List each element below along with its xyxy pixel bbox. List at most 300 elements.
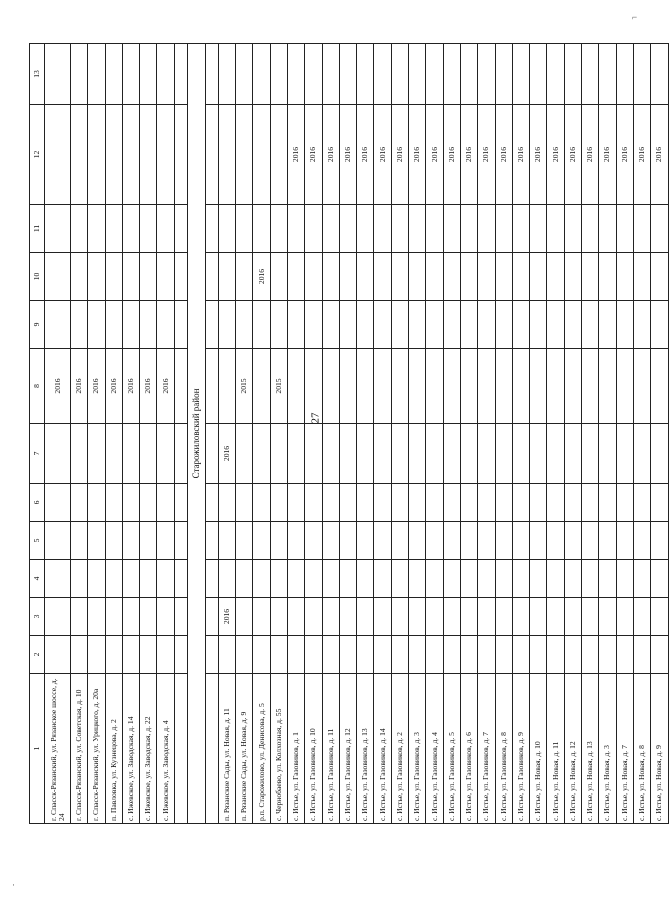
year-cell-col-10	[374, 253, 391, 301]
year-cell-col-5	[45, 522, 71, 560]
year-cell-col-8	[495, 349, 512, 424]
year-cell-col-7	[582, 424, 599, 484]
year-cell-col-11	[616, 205, 633, 253]
year-cell-col-2	[651, 636, 668, 674]
year-cell-col-6	[140, 484, 157, 522]
year-cell-col-11	[547, 205, 564, 253]
year-cell-col-8	[547, 349, 564, 424]
year-cell-col-4	[599, 560, 616, 598]
rotated-table-container	[29, 44, 664, 824]
year-cell-col-9	[305, 301, 322, 349]
year-cell-col-12: 2016	[460, 105, 477, 205]
table-row	[530, 44, 547, 824]
year-cell-col-12: 2016	[443, 105, 460, 205]
section-row	[187, 44, 205, 824]
year-cell-col-4	[633, 560, 650, 598]
year-cell-col-2	[71, 636, 88, 674]
year-cell-col-11	[88, 205, 105, 253]
year-cell-col-6	[478, 484, 495, 522]
year-cell-col-9	[253, 301, 270, 349]
year-cell-col-13	[236, 44, 253, 105]
year-cell-col-2	[460, 636, 477, 674]
column-number-11: 11	[30, 205, 45, 253]
year-cell-col-11	[443, 205, 460, 253]
year-cell-col-13	[287, 44, 304, 105]
column-number-2: 2	[30, 636, 45, 674]
year-cell-col-12	[105, 105, 122, 205]
year-cell-col-8: 2016	[140, 349, 157, 424]
year-cell-col-5	[322, 522, 339, 560]
year-cell-col-4	[287, 560, 304, 598]
year-cell-col-10	[633, 253, 650, 301]
year-cell-col-13	[157, 44, 174, 105]
year-cell-col-13	[409, 44, 426, 105]
year-cell-col-7	[105, 424, 122, 484]
year-cell-col-12: 2016	[512, 105, 529, 205]
year-cell-col-8	[374, 349, 391, 424]
year-cell-col-4	[495, 560, 512, 598]
year-cell-col-9	[564, 301, 581, 349]
year-cell-col-13	[270, 44, 287, 105]
year-cell-col-12: 2016	[322, 105, 339, 205]
empty-cell	[205, 44, 218, 105]
year-cell-col-5	[270, 522, 287, 560]
column-number-12: 12	[30, 105, 45, 205]
year-cell-col-11	[512, 205, 529, 253]
year-cell-col-2	[599, 636, 616, 674]
table-row	[322, 44, 339, 824]
year-cell-col-9	[391, 301, 408, 349]
year-cell-col-7	[599, 424, 616, 484]
year-cell-col-8	[616, 349, 633, 424]
year-cell-col-12: 2016	[287, 105, 304, 205]
year-cell-col-6	[633, 484, 650, 522]
year-cell-col-3	[122, 598, 139, 636]
address-cell: с. Истье, ул. Новая, д. 3	[599, 674, 616, 824]
year-cell-col-5	[218, 522, 235, 560]
year-cell-col-12: 2016	[582, 105, 599, 205]
year-cell-col-3	[157, 598, 174, 636]
year-cell-col-4	[426, 560, 443, 598]
year-cell-col-13	[122, 44, 139, 105]
year-cell-col-6	[218, 484, 235, 522]
year-cell-col-9	[339, 301, 356, 349]
year-cell-col-10: 2016	[253, 253, 270, 301]
year-cell-col-5	[357, 522, 374, 560]
address-cell: с. Чернобаево, ул. Колхозная, д. 55	[270, 674, 287, 824]
year-cell-col-4	[339, 560, 356, 598]
year-cell-col-2	[530, 636, 547, 674]
year-cell-col-2	[616, 636, 633, 674]
year-cell-col-2	[495, 636, 512, 674]
year-cell-col-5	[426, 522, 443, 560]
address-cell: п. Рязанские Сады, ул. Новая, д. 11	[218, 674, 235, 824]
year-cell-col-3	[616, 598, 633, 636]
year-cell-col-2	[122, 636, 139, 674]
year-cell-col-8: 2016	[88, 349, 105, 424]
year-cell-col-8	[287, 349, 304, 424]
year-cell-col-2	[45, 636, 71, 674]
year-cell-col-7	[443, 424, 460, 484]
address-cell: п. Павловка, ул. Кузнецова, д. 2	[105, 674, 122, 824]
empty-cell	[205, 301, 218, 349]
year-cell-col-4	[105, 560, 122, 598]
year-cell-col-13	[140, 44, 157, 105]
year-cell-col-9	[495, 301, 512, 349]
table-row	[512, 44, 529, 824]
year-cell-col-2	[443, 636, 460, 674]
section-title: Старожиловский район	[187, 44, 205, 824]
year-cell-col-13	[305, 44, 322, 105]
empty-cell	[174, 44, 187, 105]
year-cell-col-5	[409, 522, 426, 560]
year-cell-col-6	[599, 484, 616, 522]
year-cell-col-5	[530, 522, 547, 560]
year-cell-col-4	[478, 560, 495, 598]
empty-cell	[205, 560, 218, 598]
year-cell-col-6	[564, 484, 581, 522]
year-cell-col-10	[45, 253, 71, 301]
year-cell-col-8: 2016	[105, 349, 122, 424]
year-cell-col-3	[530, 598, 547, 636]
table-row	[616, 44, 633, 824]
spacer-row	[174, 44, 187, 824]
address-cell: с. Истье, ул. Новая, д. 8	[633, 674, 650, 824]
year-cell-col-5	[599, 522, 616, 560]
table-row	[88, 44, 105, 824]
year-cell-col-3	[105, 598, 122, 636]
year-cell-col-5	[443, 522, 460, 560]
year-cell-col-8	[582, 349, 599, 424]
year-cell-col-12: 2016	[547, 105, 564, 205]
year-cell-col-4	[374, 560, 391, 598]
year-cell-col-2	[478, 636, 495, 674]
year-cell-col-7	[305, 424, 322, 484]
year-cell-col-2	[391, 636, 408, 674]
year-cell-col-2	[633, 636, 650, 674]
year-cell-col-11	[426, 205, 443, 253]
year-cell-col-12	[122, 105, 139, 205]
year-cell-col-13	[339, 44, 356, 105]
empty-cell	[205, 205, 218, 253]
year-cell-col-4	[460, 560, 477, 598]
scan-mark: ·	[12, 880, 15, 890]
year-cell-col-3	[270, 598, 287, 636]
table-row	[270, 44, 287, 824]
year-cell-col-13	[322, 44, 339, 105]
table-row	[253, 44, 270, 824]
address-cell: с. Истье, ул. Газовиков, д. 2	[391, 674, 408, 824]
year-cell-col-10	[357, 253, 374, 301]
year-cell-col-6	[88, 484, 105, 522]
year-cell-col-13	[218, 44, 235, 105]
year-cell-col-10	[218, 253, 235, 301]
table-row	[478, 44, 495, 824]
year-cell-col-5	[105, 522, 122, 560]
year-cell-col-2	[426, 636, 443, 674]
year-cell-col-4	[512, 560, 529, 598]
year-cell-col-11	[45, 205, 71, 253]
column-number-4: 4	[30, 560, 45, 598]
empty-cell	[205, 424, 218, 484]
year-cell-col-10	[236, 253, 253, 301]
year-cell-col-6	[651, 484, 668, 522]
year-cell-col-12: 2016	[357, 105, 374, 205]
year-cell-col-10	[322, 253, 339, 301]
year-cell-col-8: 2016	[122, 349, 139, 424]
year-cell-col-4	[564, 560, 581, 598]
year-cell-col-5	[651, 522, 668, 560]
column-number-6: 6	[30, 484, 45, 522]
year-cell-col-7	[460, 424, 477, 484]
year-cell-col-9	[651, 301, 668, 349]
year-cell-col-7	[374, 424, 391, 484]
table-row	[426, 44, 443, 824]
year-cell-col-11	[339, 205, 356, 253]
year-cell-col-4	[236, 560, 253, 598]
year-cell-col-8: 2016	[71, 349, 88, 424]
table-row	[339, 44, 356, 824]
address-cell: с. Истье, ул. Новая, д. 13	[582, 674, 599, 824]
year-cell-col-9	[443, 301, 460, 349]
year-cell-col-11	[582, 205, 599, 253]
year-cell-col-11	[105, 205, 122, 253]
year-cell-col-7	[495, 424, 512, 484]
year-cell-col-4	[157, 560, 174, 598]
year-cell-col-3	[651, 598, 668, 636]
year-cell-col-11	[305, 205, 322, 253]
year-cell-col-6	[305, 484, 322, 522]
year-cell-col-12: 2016	[391, 105, 408, 205]
address-cell: с. Ижевское, ул. Заводская, д. 14	[122, 674, 139, 824]
address-cell: с. Ижевское, ул. Заводская, д. 4	[157, 674, 174, 824]
year-cell-col-2	[305, 636, 322, 674]
table-row	[633, 44, 650, 824]
address-cell: с. Истье, ул. Газовиков, д. 14	[374, 674, 391, 824]
year-cell-col-9	[45, 301, 71, 349]
table-row	[495, 44, 512, 824]
year-cell-col-7	[270, 424, 287, 484]
year-cell-col-6	[443, 484, 460, 522]
year-cell-col-3	[460, 598, 477, 636]
empty-cell	[174, 484, 187, 522]
year-cell-col-3	[443, 598, 460, 636]
year-cell-col-3	[599, 598, 616, 636]
year-cell-col-12	[270, 105, 287, 205]
year-cell-col-4	[443, 560, 460, 598]
year-cell-col-4	[547, 560, 564, 598]
year-cell-col-7	[236, 424, 253, 484]
year-cell-col-12: 2016	[616, 105, 633, 205]
year-cell-col-8: 2015	[270, 349, 287, 424]
year-cell-col-7	[45, 424, 71, 484]
year-cell-col-4	[88, 560, 105, 598]
year-cell-col-7	[88, 424, 105, 484]
year-cell-col-10	[564, 253, 581, 301]
table-row	[443, 44, 460, 824]
year-cell-col-9	[322, 301, 339, 349]
year-cell-col-10	[478, 253, 495, 301]
year-cell-col-12: 2016	[651, 105, 668, 205]
year-cell-col-13	[460, 44, 477, 105]
year-cell-col-2	[564, 636, 581, 674]
table-row	[287, 44, 304, 824]
year-cell-col-3: 2016	[218, 598, 235, 636]
empty-cell	[174, 205, 187, 253]
year-cell-col-13	[374, 44, 391, 105]
year-cell-col-11	[270, 205, 287, 253]
address-cell: с. Истье, ул. Газовиков, д. 10	[305, 674, 322, 824]
empty-cell	[174, 636, 187, 674]
year-cell-col-2	[409, 636, 426, 674]
empty-cell	[174, 105, 187, 205]
year-cell-col-5	[391, 522, 408, 560]
year-cell-col-9	[218, 301, 235, 349]
year-cell-col-9	[270, 301, 287, 349]
year-cell-col-13	[478, 44, 495, 105]
year-cell-col-2	[140, 636, 157, 674]
year-cell-col-4	[270, 560, 287, 598]
year-cell-col-10	[530, 253, 547, 301]
year-cell-col-9	[122, 301, 139, 349]
year-cell-col-8: 2016	[45, 349, 71, 424]
empty-cell	[205, 253, 218, 301]
year-cell-col-10	[71, 253, 88, 301]
year-cell-col-12	[140, 105, 157, 205]
year-cell-col-9	[478, 301, 495, 349]
year-cell-col-12: 2016	[305, 105, 322, 205]
year-cell-col-13	[71, 44, 88, 105]
year-cell-col-3	[287, 598, 304, 636]
year-cell-col-9	[633, 301, 650, 349]
address-cell: с. Истье, ул. Новая, д. 10	[530, 674, 547, 824]
year-cell-col-13	[357, 44, 374, 105]
year-cell-col-12: 2016	[374, 105, 391, 205]
table-row	[140, 44, 157, 824]
year-cell-col-9	[374, 301, 391, 349]
address-cell: г. Спасск-Рязанский, ул. Урицкого, д. 20а	[88, 674, 105, 824]
year-cell-col-10	[460, 253, 477, 301]
year-cell-col-4	[218, 560, 235, 598]
year-cell-col-13	[512, 44, 529, 105]
year-cell-col-10	[547, 253, 564, 301]
empty-cell	[174, 674, 187, 824]
year-cell-col-6	[71, 484, 88, 522]
year-cell-col-3	[357, 598, 374, 636]
year-cell-col-8	[512, 349, 529, 424]
year-cell-col-8	[253, 349, 270, 424]
year-cell-col-10	[105, 253, 122, 301]
year-cell-col-9	[71, 301, 88, 349]
year-cell-col-8	[478, 349, 495, 424]
year-cell-col-3	[140, 598, 157, 636]
year-cell-col-7	[253, 424, 270, 484]
address-cell: г. Спасск-Рязанский, ул. Рязанское шоссе, д. 24	[45, 674, 71, 824]
table-row	[564, 44, 581, 824]
year-cell-col-2	[157, 636, 174, 674]
year-cell-col-11	[460, 205, 477, 253]
year-cell-col-3	[495, 598, 512, 636]
year-cell-col-7	[616, 424, 633, 484]
year-cell-col-2	[253, 636, 270, 674]
year-cell-col-5	[339, 522, 356, 560]
year-cell-col-12	[45, 105, 71, 205]
year-cell-col-2	[339, 636, 356, 674]
year-cell-col-6	[460, 484, 477, 522]
year-cell-col-3	[374, 598, 391, 636]
year-cell-col-8	[564, 349, 581, 424]
year-cell-col-11	[564, 205, 581, 253]
year-cell-col-13	[105, 44, 122, 105]
address-cell: с. Истье, ул. Газовиков, д. 8	[495, 674, 512, 824]
year-cell-col-3	[512, 598, 529, 636]
table-row	[357, 44, 374, 824]
year-cell-col-7	[651, 424, 668, 484]
year-cell-col-13	[495, 44, 512, 105]
year-cell-col-3	[236, 598, 253, 636]
year-cell-col-4	[305, 560, 322, 598]
address-cell: с. Истье, ул. Газовиков, д. 3	[409, 674, 426, 824]
year-cell-col-3	[253, 598, 270, 636]
year-cell-col-3	[339, 598, 356, 636]
year-cell-col-12: 2016	[495, 105, 512, 205]
year-cell-col-3	[564, 598, 581, 636]
year-cell-col-3	[71, 598, 88, 636]
year-cell-col-3	[426, 598, 443, 636]
year-cell-col-5	[547, 522, 564, 560]
year-cell-col-12: 2016	[339, 105, 356, 205]
year-cell-col-3	[633, 598, 650, 636]
empty-cell	[205, 598, 218, 636]
year-cell-col-2	[88, 636, 105, 674]
year-cell-col-10	[157, 253, 174, 301]
year-cell-col-6	[512, 484, 529, 522]
year-cell-col-8	[460, 349, 477, 424]
year-cell-col-2	[218, 636, 235, 674]
year-cell-col-7	[357, 424, 374, 484]
year-cell-col-13	[547, 44, 564, 105]
year-cell-col-2	[374, 636, 391, 674]
year-cell-col-6	[45, 484, 71, 522]
year-cell-col-7	[339, 424, 356, 484]
empty-cell	[205, 484, 218, 522]
year-cell-col-6	[357, 484, 374, 522]
year-cell-col-10	[512, 253, 529, 301]
address-cell: с. Истье, ул. Новая, д. 11	[547, 674, 564, 824]
year-cell-col-5	[71, 522, 88, 560]
table-row	[391, 44, 408, 824]
year-cell-col-12: 2016	[478, 105, 495, 205]
column-number-5: 5	[30, 522, 45, 560]
column-number-9: 9	[30, 301, 45, 349]
year-cell-col-4	[45, 560, 71, 598]
year-cell-col-10	[391, 253, 408, 301]
scan-mark: ⌐	[632, 12, 638, 22]
year-cell-col-9	[512, 301, 529, 349]
address-cell: с. Истье, ул. Новая, д. 9	[651, 674, 668, 824]
year-cell-col-10	[599, 253, 616, 301]
year-cell-col-12	[88, 105, 105, 205]
column-number-1: 1	[30, 674, 45, 824]
year-cell-col-6	[616, 484, 633, 522]
year-cell-col-6	[547, 484, 564, 522]
year-cell-col-6	[339, 484, 356, 522]
year-cell-col-4	[616, 560, 633, 598]
empty-cell	[205, 522, 218, 560]
year-cell-col-4	[71, 560, 88, 598]
year-cell-col-6	[409, 484, 426, 522]
year-cell-col-6	[530, 484, 547, 522]
